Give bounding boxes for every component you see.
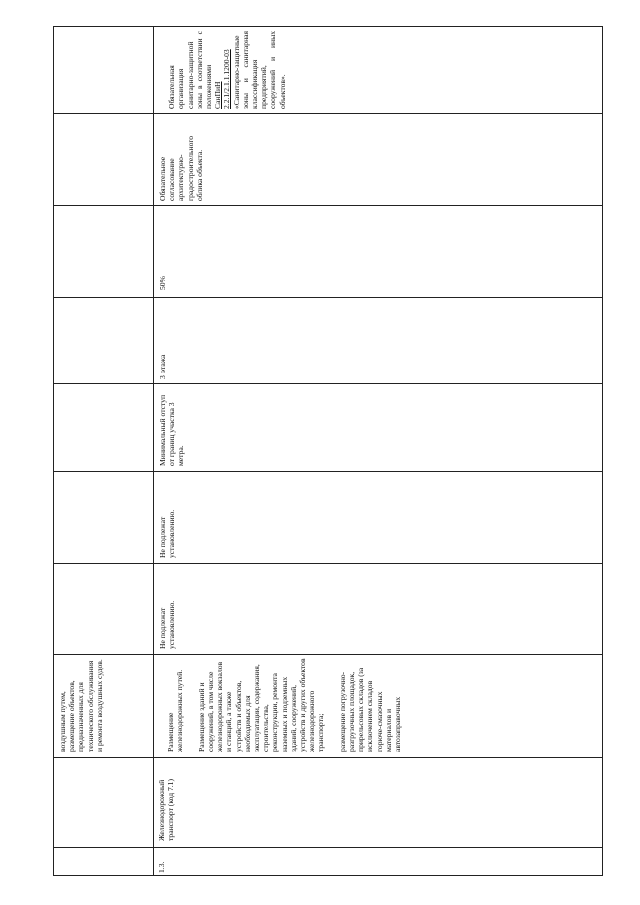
description-paragraph: Размещение зданий и сооружений, в том числе железнодорожных вокзалов и станций, а также устройств и объектов, необходимых для эксплуатации, содержания, строительства, реконструкции, ремонта наземных и подземных зданий, сооружений, устройств и других объектов железнодорожного транспорта; xyxy=(196,658,326,752)
max-floors-cell xyxy=(153,297,604,383)
max-plot-size: Не подлежат установлению. xyxy=(158,509,177,558)
row-number: 1.3. xyxy=(157,861,166,873)
land-use-name: Железнодорожный транспорт (код 7.1) xyxy=(157,779,176,841)
coverage-cell xyxy=(153,205,604,297)
notes-text: Обязательная организация санитарно-защитной зоны в соответствии с положениями xyxy=(167,31,214,109)
min-plot-size-cell xyxy=(153,563,604,654)
land-use-description-cell xyxy=(153,654,604,757)
sanpin-link[interactable]: СанПиН 2.2.1/2.1.1.1200-03 xyxy=(213,49,232,109)
prev-row-usage-text: воздушным путем, размещение объектов, предназначенных для технического обслуживания и ремонта воздушных судов. xyxy=(58,659,104,752)
setback: Минимальный отступ от границ участка 3 метра. xyxy=(158,394,186,466)
notes xyxy=(153,27,604,113)
land-use-name-cell xyxy=(153,757,604,847)
description-paragraph: размещение погрузочно-разгрузочных площадок, прирельсовых складов (за исключением складов горюче-смазочных материалов и автозаправочных xyxy=(337,667,403,752)
description-paragraph: Размещение железнодорожных путей. xyxy=(166,669,185,752)
row-number-cell xyxy=(153,847,604,877)
max-plot-size-cell xyxy=(153,471,604,563)
approval-cell xyxy=(153,113,604,205)
prev-row-usage-cell xyxy=(54,654,153,757)
setback-cell xyxy=(153,383,604,471)
coverage: 50% xyxy=(158,276,167,290)
approval: Обязательное согласование архитектурно-градостроительного облика объекта. xyxy=(158,135,204,201)
max-floors: 3 этажа xyxy=(158,354,167,379)
zoning-table xyxy=(53,26,603,876)
notes-text: «Санитарно-защитные зоны и санитарная классификация предприятий, сооружений и иных объектов». xyxy=(231,31,287,109)
min-plot-size: Не подлежат установлению. xyxy=(158,600,177,649)
notes-cell xyxy=(153,27,604,113)
land-use-description xyxy=(153,654,604,757)
